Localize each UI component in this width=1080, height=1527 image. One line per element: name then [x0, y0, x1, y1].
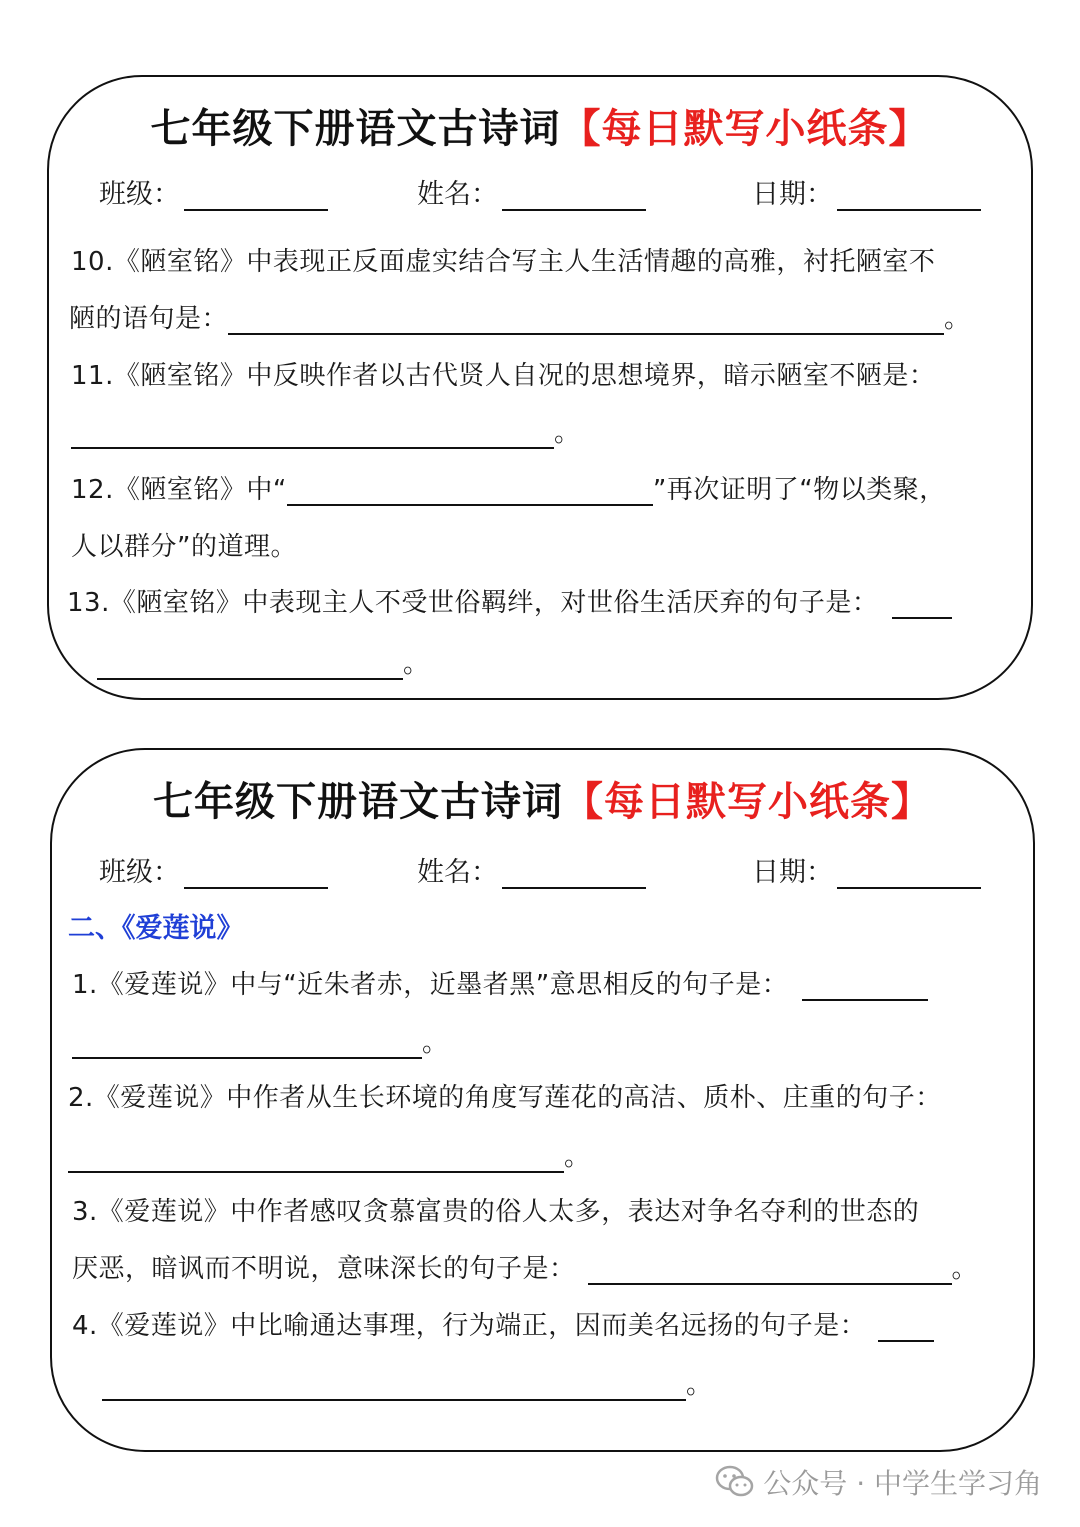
card-title — [52, 770, 1033, 827]
footer-watermark — [715, 1462, 1042, 1502]
dictation-card-1 — [47, 75, 1033, 700]
answer-blank[interactable] — [878, 1312, 934, 1342]
class-label: 班级： — [99, 179, 180, 210]
question-12-prefix: 12.《陋室铭》中“ — [71, 475, 287, 505]
title-highlight: 【每日默写小纸条】 — [560, 106, 930, 152]
question-4-text: 4.《爱莲说》中比喻通达事理，行为端正，因而美名远扬的句子是： — [72, 1311, 867, 1341]
card-title — [49, 97, 1031, 154]
title-main: 七年级下册语文古诗词 — [153, 779, 563, 825]
period: 。 — [951, 1254, 979, 1284]
question-12-line1 — [71, 469, 946, 506]
period: 。 — [686, 1370, 713, 1400]
answer-blank[interactable] — [802, 971, 928, 1001]
question-13-line2 — [97, 643, 430, 680]
name-field — [417, 850, 646, 889]
section-heading: 二、《爱莲说》 — [68, 913, 244, 944]
question-13-line1 — [67, 582, 952, 619]
answer-blank[interactable] — [68, 1143, 564, 1173]
answer-blank[interactable] — [71, 419, 554, 449]
class-field — [99, 172, 328, 211]
answer-blank[interactable] — [72, 1029, 422, 1059]
question-10-line2 — [69, 298, 971, 335]
period: 。 — [554, 418, 581, 448]
question-1-text: 1.《爱莲说》中与“近朱者赤，近墨者黑”意思相反的句子是： — [72, 970, 789, 1000]
date-label: 日期： — [752, 179, 833, 210]
period: 。 — [944, 304, 971, 334]
answer-blank[interactable] — [588, 1255, 952, 1285]
period: 。 — [403, 649, 430, 679]
class-label: 班级： — [99, 857, 180, 888]
period: 。 — [422, 1028, 449, 1058]
question-4-line1 — [72, 1305, 934, 1342]
name-label: 姓名： — [417, 857, 498, 888]
period: 。 — [564, 1142, 591, 1172]
name-label: 姓名： — [417, 179, 498, 210]
question-11-line2 — [71, 412, 581, 449]
answer-blank[interactable] — [102, 1371, 686, 1401]
question-13-text: 13.《陋室铭》中表现主人不受世俗羁绊，对世俗生活厌弃的句子是： — [67, 588, 879, 618]
question-12-line2: 人以群分”的道理。 — [71, 532, 297, 562]
question-3-line1: 3.《爱莲说》中作者感叹贪慕富贵的俗人太多，表达对争名夺利的世态的 — [72, 1197, 920, 1227]
question-11-line1: 11.《陋室铭》中反映作者以古代贤人自况的思想境界，暗示陋室不陋是： — [71, 361, 936, 391]
name-input-line[interactable] — [502, 181, 646, 211]
question-3-text: 厌恶，暗讽而不明说，意味深长的句子是： — [72, 1254, 576, 1284]
title-highlight: 【每日默写小纸条】 — [563, 779, 932, 825]
date-input-line[interactable] — [837, 181, 981, 211]
dictation-card-2 — [50, 748, 1035, 1452]
question-1-line2 — [72, 1022, 449, 1059]
question-10-text: 陋的语句是： — [69, 304, 229, 334]
question-3-line2 — [72, 1248, 978, 1285]
question-2-line1: 2.《爱莲说》中作者从生长环境的角度写莲花的高洁、质朴、庄重的句子： — [68, 1083, 942, 1113]
answer-blank[interactable] — [97, 650, 403, 680]
date-input-line[interactable] — [837, 859, 981, 889]
class-field — [99, 850, 328, 889]
question-2-line2 — [68, 1136, 591, 1173]
answer-blank[interactable] — [228, 305, 944, 335]
date-label: 日期： — [752, 857, 833, 888]
answer-blank[interactable] — [287, 476, 653, 506]
date-field — [752, 850, 981, 889]
footer-text: 公众号 · 中学生学习角 — [763, 1467, 1042, 1500]
question-4-line2 — [102, 1364, 713, 1401]
answer-blank[interactable] — [892, 589, 952, 619]
class-input-line[interactable] — [184, 859, 328, 889]
class-input-line[interactable] — [184, 181, 328, 211]
wechat-icon — [715, 1465, 755, 1499]
question-12-suffix: ”再次证明了“物以类聚， — [652, 475, 946, 505]
name-field — [417, 172, 646, 211]
name-input-line[interactable] — [502, 859, 646, 889]
date-field — [752, 172, 981, 211]
title-main: 七年级下册语文古诗词 — [150, 106, 561, 152]
question-1-line1 — [72, 964, 928, 1001]
question-10-line1: 10.《陋室铭》中表现正反面虚实结合写主人生活情趣的高雅，衬托陋室不 — [71, 247, 936, 277]
